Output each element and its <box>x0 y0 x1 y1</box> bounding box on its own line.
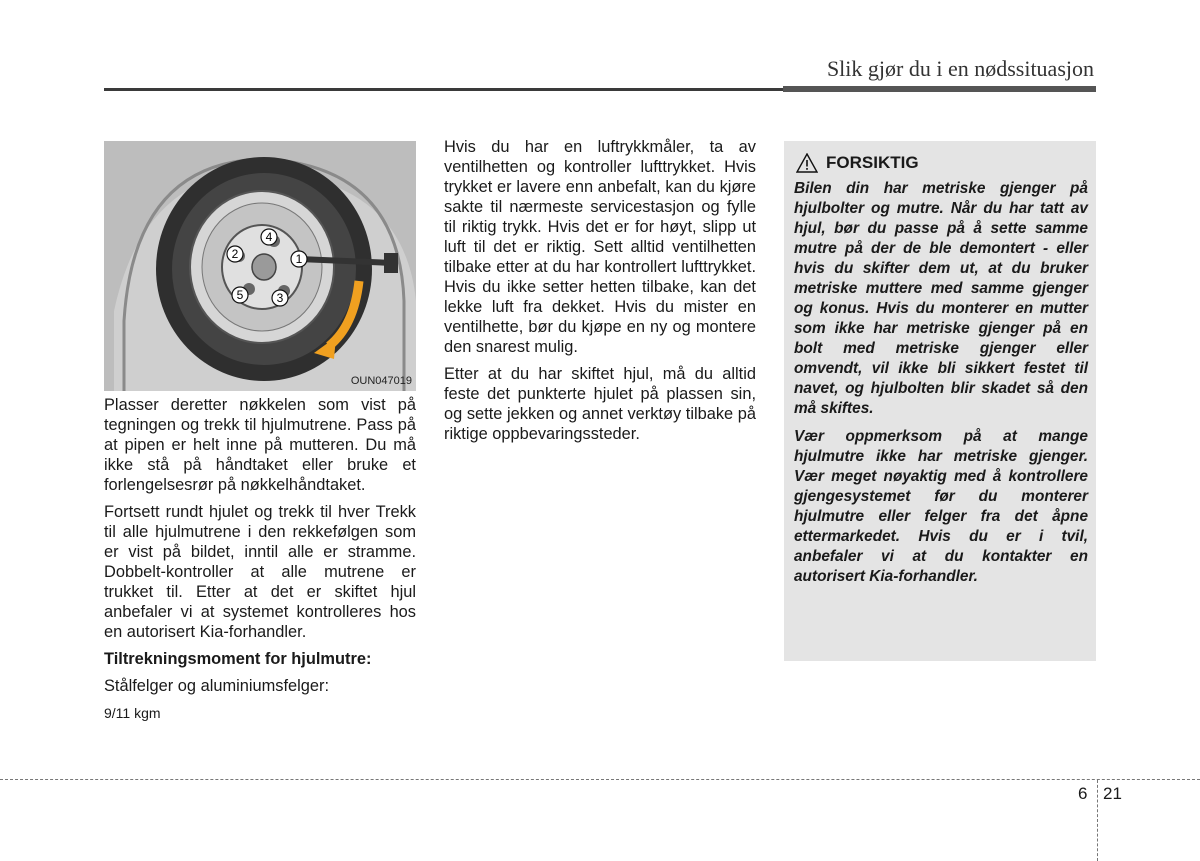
footer-page-divider <box>1097 780 1098 861</box>
caution-box <box>784 141 1096 661</box>
torque-value: 9/11 kgm <box>104 705 161 721</box>
nut-number-5: 5 <box>236 288 244 302</box>
wheel-drawing <box>104 141 416 391</box>
caution-header <box>796 153 919 173</box>
caution-body <box>794 179 1088 595</box>
warning-icon <box>796 153 818 173</box>
header-rule-accent <box>783 86 1096 92</box>
column-middle <box>444 137 756 451</box>
page-number: 21 <box>1103 784 1122 803</box>
paragraph-tire-pressure: Hvis du har en luftrykkmåler, ta av ventilhetten og kontroller lufttrykket. Hvis trykket er lavere enn anbefalt, kan du kjøre sakte til nærmeste servicestasjon og fylle til riktig trykk. Hvis det er for høyt, slipp ut luft til det er riktig. Sett alltid ventilhetten tilbake etter at du har kontrollert lufttrykket. Hvis du ikke setter hetten tilbake, kan det lekke luft fra dekket. Hvis du mister en ventilhette, bør du kjøpe en ny og montere den snarest mulig. <box>444 138 756 356</box>
nut-number-2: 2 <box>231 247 239 261</box>
torque-heading: Tiltrekningsmoment for hjulmutre: <box>104 650 372 668</box>
figure-code: OUN047019 <box>350 375 412 387</box>
wheel-illustration <box>104 141 416 391</box>
caution-title: FORSIKTIG <box>826 153 919 172</box>
nut-number-4: 4 <box>265 230 273 244</box>
caution-aftermarket: Vær oppmerksom på at mange hjulmutre ikke har metriske gjenger. Vær meget nøyaktig med å kontrollere gjengesystemet før du monterer hjulmutre eller felger fra det åpne ettermarkedet. Hvis du er i tvil, anbefaler vi at du kontakter en autorisert Kia-forhandler. <box>794 428 1088 585</box>
paragraph-sequence: Fortsett rundt hjulet og trekk til hver Trekk til alle hjulmutrene i den rekkefølgen som er vist på bildet, inntil alle er stramme. Dobbelt-kontroller at alle mutrene er trukket til. Etter at det er skiftet hjul anbefaler vi at systemet kontrolleres hos en autorisert Kia-forhandler. <box>104 503 416 641</box>
nut-number-1: 1 <box>295 252 303 266</box>
section-title: Slik gjør du i en nødssituasjon <box>826 56 1094 81</box>
nut-number-3: 3 <box>276 291 284 305</box>
footer-divider <box>0 779 1200 780</box>
caution-metric-threads: Bilen din har metriske gjenger på hjulbolter og mutre. Når du har tatt av hjul, bør du passe på å sette samme mutre på der de ble demontert - eller hvis du skifter dem ut, at du bruker metriske muttere med samme gjenger og konus. Hvis du monterer en mutter som ikke har metriske gjenger på en bolt med metriske gjenger eller omvendt, vil ikke bli sikkert festet til navet, og hjulbolten blir skadet så den må skiftes. <box>794 180 1088 417</box>
paragraph-stow-tools: Etter at du har skiftet hjul, må du alltid feste det punkterte hjulet på plassen sin, og sette jekken og annet verktøy tilbake på riktige oppbevaringssteder. <box>444 365 756 443</box>
chapter-number: 6 <box>1078 784 1088 803</box>
column-left <box>104 395 416 730</box>
paragraph-tighten-nuts: Plasser deretter nøkkelen som vist på tegningen og trekk til hjulmutrene. Pass på at pipen er helt inne på mutteren. Du må ikke stå på håndtaket eller bruke et forlengelsesrør på nøkkelhåndtaket. <box>104 396 416 494</box>
rim-types: Stålfelger og aluminiumsfelger: <box>104 677 330 695</box>
